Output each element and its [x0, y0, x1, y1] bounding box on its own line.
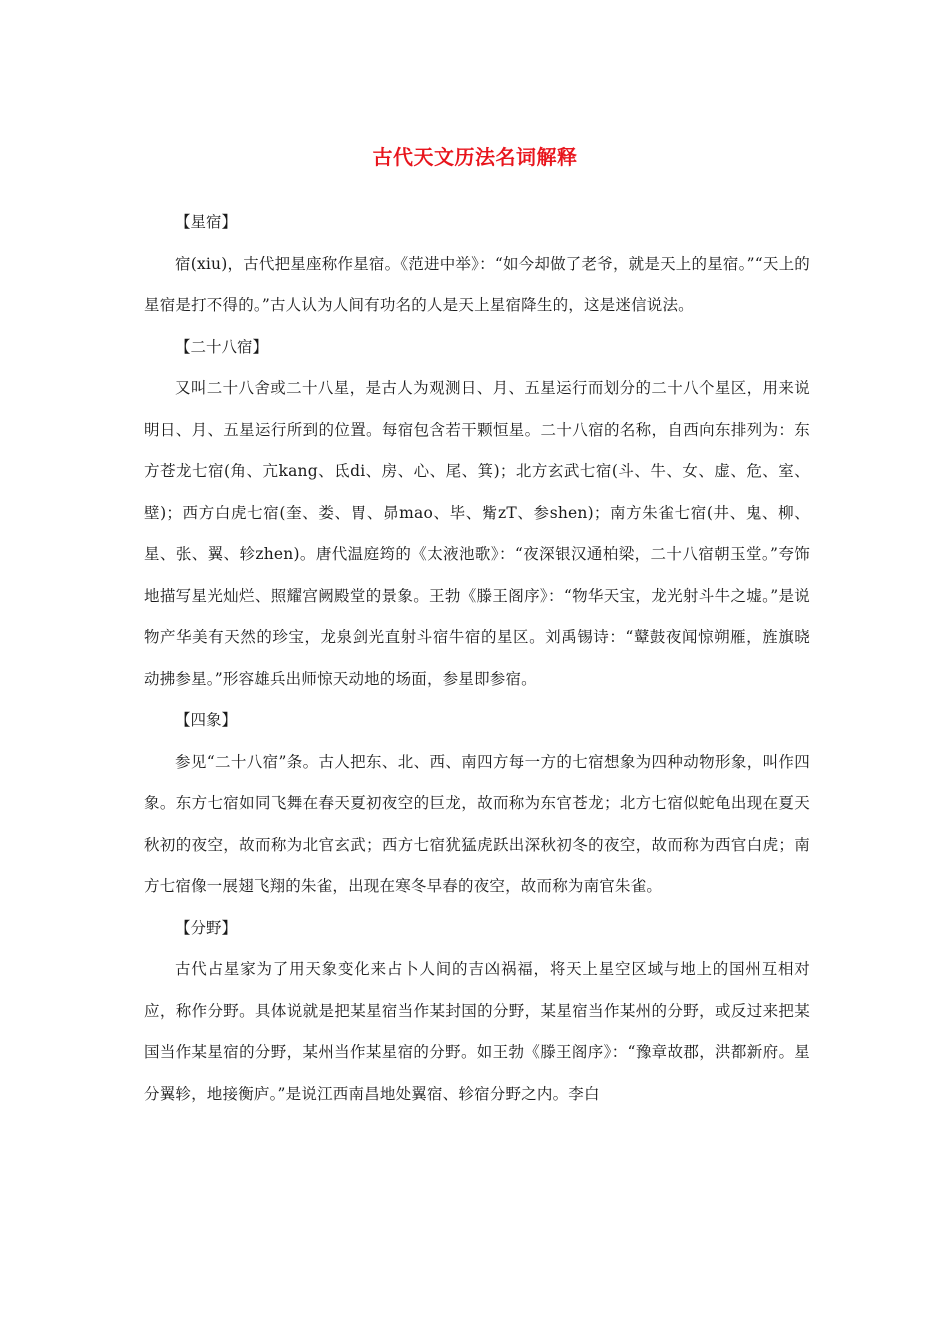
section-body-sixiang: 参见“二十八宿”条。古人把东、北、西、南四方每一方的七宿想象为四种动物形象，叫作四象。东方七宿如同飞舞在春天夏初夜空的巨龙，故而称为东官苍龙；北方七宿似蛇龟出现在夏天秋初的夜空，故而称为北官玄武；西方七宿犹猛虎跃出深秋初冬的夜空，故而称为西官白虎；南方七宿像一展翅飞翔的朱雀，出现在寒冬早春的夜空，故而称为南官朱雀。 [144, 752, 810, 895]
section-heading-fenye: 【分野】 [175, 918, 238, 937]
section-heading-sixiang: 【四象】 [175, 711, 238, 729]
section-body-ershibaxiu: 又叫二十八舍或二十八星，是古人为观测日、月、五星运行而划分的二十八个星区，用来说明日、月、五星运行所到的位置。每宿包含若干颗恒星。二十八宿的名称，自西向东排列为：东方苍龙七宿(角、亢kang、氐di、房、心、尾、箕)；北方玄武七宿(斗、牛、女、虚、危、室、壁)；西方白虎七宿(奎、娄、胃、昴mao、毕、觜zT、参shen)；南方朱雀七宿(井、鬼、柳、星、张、翼、轸zhen)。唐代温庭筠的《太液池歌》：“夜深银汉通柏梁，二十八宿朝玉堂。”夸饰地描写星光灿烂、照耀宫阙殿堂的景象。王勃《滕王阁序》：“物华天宝，龙光射斗牛之墟。”是说物产华美有天然的珍宝，龙泉剑光直射斗宿牛宿的星区。刘禹锡诗：“鼙鼓夜闻惊朔雁，旌旗晓动拂参星。”形容雄兵出师惊天动地的场面，参星即参宿。 [144, 379, 810, 688]
section-body-xingxiu: 宿(xiu)，古代把星座称作星宿。《范进中举》：“如今却做了老爷，就是天上的星宿。”“天上的星宿是打不得的。”古人认为人间有功名的人是天上星宿降生的，这是迷信说法。 [144, 254, 810, 314]
document-title: 古代天文历法名词解释 [372, 145, 578, 169]
section-body-fenye: 古代占星家为了用天象变化来占卜人间的吉凶祸福，将天上星空区域与地上的国州互相对应，称作分野。具体说就是把某星宿当作某封国的分野，某星宿当作某州的分野，或反过来把某国当作某星宿的分野，某州当作某星宿的分野。如王勃《滕王阁序》：“豫章故郡，洪都新府。星分翼轸，地接衡庐。”是说江西南昌地处翼宿、轸宿分野之内。李白 [144, 960, 810, 1103]
section-heading-xingxiu: 【星宿】 [175, 213, 238, 231]
document-body [144, 202, 810, 1115]
section-heading-ershibaxiu: 【二十八宿】 [175, 337, 269, 356]
